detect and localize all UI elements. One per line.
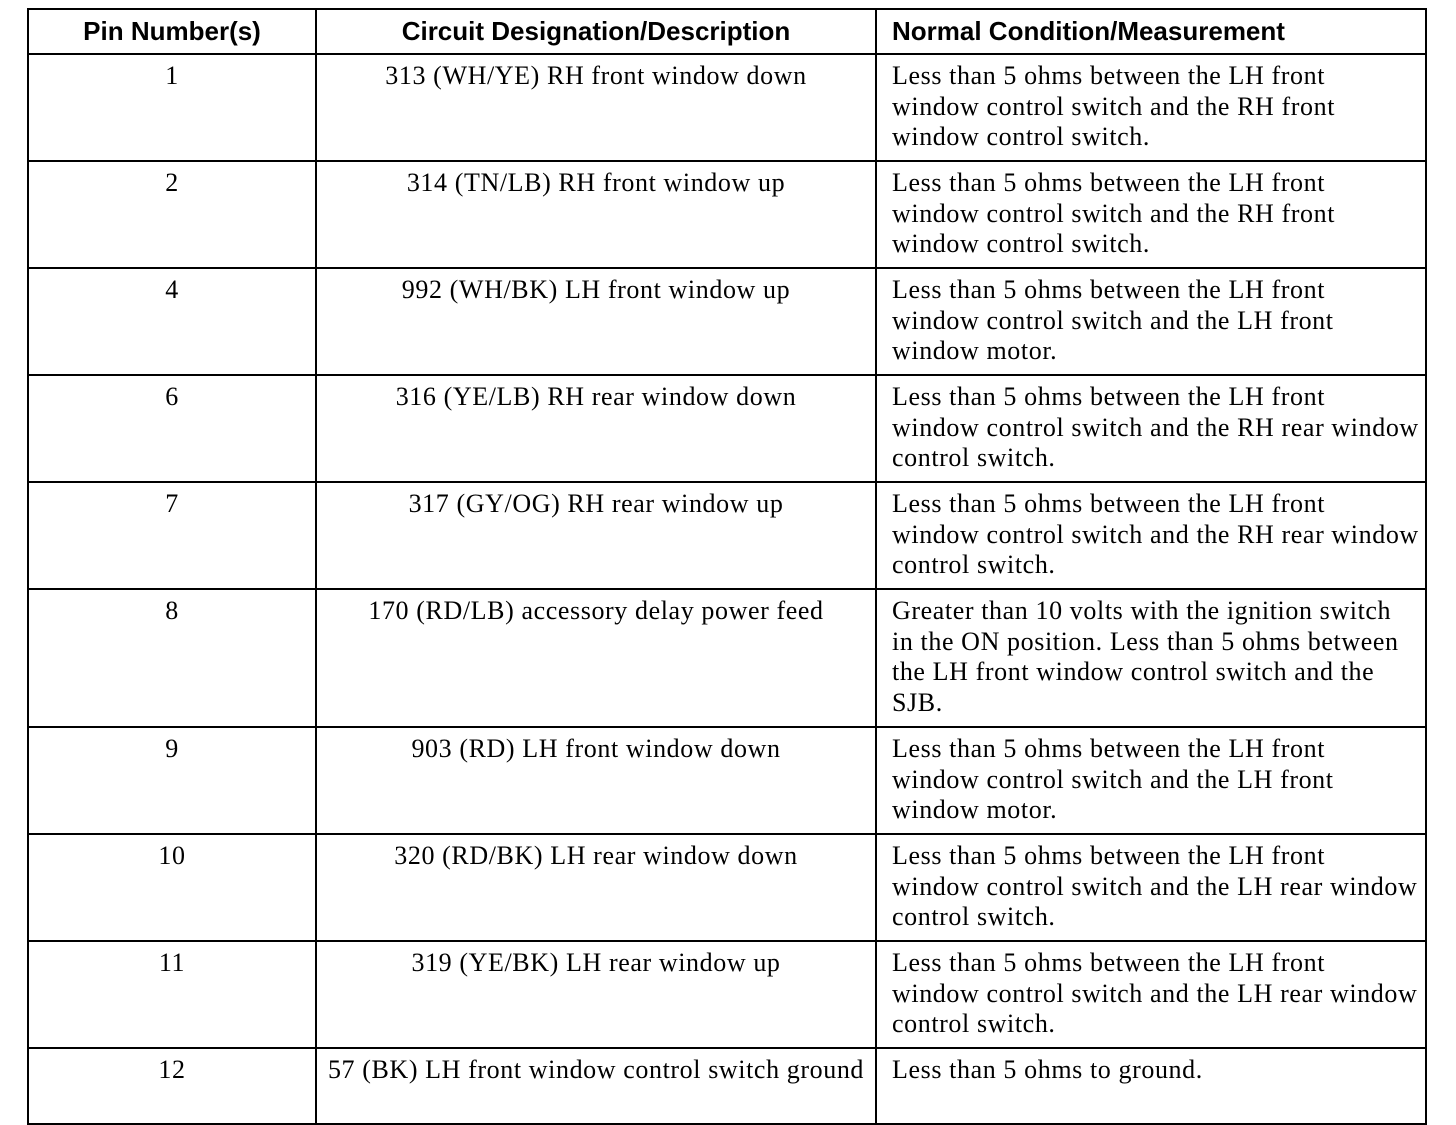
condition-cell: Greater than 10 volts with the ignition switch in the ON position. Less than 5 ohms between the LH front window control switch and the SJB. — [876, 589, 1426, 727]
condition-cell: Less than 5 ohms between the LH front window control switch and the LH front window motor. — [876, 268, 1426, 375]
condition-cell: Less than 5 ohms between the LH front window control switch and the RH front window control switch. — [876, 54, 1426, 161]
condition-cell: Less than 5 ohms between the LH front window control switch and the LH rear window control switch. — [876, 834, 1426, 941]
table-row — [28, 482, 1426, 589]
circuit-cell: 314 (TN/LB) RH front window up — [316, 161, 876, 268]
pin-number-cell: 2 — [28, 161, 316, 268]
table-row — [28, 834, 1426, 941]
pin-number-cell: 6 — [28, 375, 316, 482]
circuit-cell: 317 (GY/OG) RH rear window up — [316, 482, 876, 589]
circuit-cell: 170 (RD/LB) accessory delay power feed — [316, 589, 876, 727]
table-row — [28, 727, 1426, 834]
circuit-cell: 57 (BK) LH front window control switch ground — [316, 1048, 876, 1124]
pin-number-cell: 4 — [28, 268, 316, 375]
pin-number-cell: 11 — [28, 941, 316, 1048]
pin-number-cell: 9 — [28, 727, 316, 834]
table-row — [28, 589, 1426, 727]
condition-cell: Less than 5 ohms between the LH front window control switch and the RH rear window control switch. — [876, 375, 1426, 482]
table-row — [28, 375, 1426, 482]
table-row — [28, 268, 1426, 375]
header-pin-number: Pin Number(s) — [28, 9, 316, 54]
pin-number-cell: 8 — [28, 589, 316, 727]
pin-number-cell: 7 — [28, 482, 316, 589]
table-row — [28, 1048, 1426, 1124]
circuit-cell: 903 (RD) LH front window down — [316, 727, 876, 834]
header-circuit-designation: Circuit Designation/Description — [316, 9, 876, 54]
circuit-cell: 316 (YE/LB) RH rear window down — [316, 375, 876, 482]
circuit-cell: 319 (YE/BK) LH rear window up — [316, 941, 876, 1048]
circuit-cell: 320 (RD/BK) LH rear window down — [316, 834, 876, 941]
condition-cell: Less than 5 ohms to ground. — [876, 1048, 1426, 1124]
table-header-row — [28, 9, 1426, 54]
table-row — [28, 54, 1426, 161]
pin-number-cell: 10 — [28, 834, 316, 941]
table-row — [28, 941, 1426, 1048]
condition-cell: Less than 5 ohms between the LH front window control switch and the RH rear window control switch. — [876, 482, 1426, 589]
circuit-cell: 313 (WH/YE) RH front window down — [316, 54, 876, 161]
condition-cell: Less than 5 ohms between the LH front window control switch and the RH front window control switch. — [876, 161, 1426, 268]
pin-number-cell: 12 — [28, 1048, 316, 1124]
condition-cell: Less than 5 ohms between the LH front window control switch and the LH rear window control switch. — [876, 941, 1426, 1048]
condition-cell: Less than 5 ohms between the LH front window control switch and the LH front window motor. — [876, 727, 1426, 834]
header-normal-condition: Normal Condition/Measurement — [876, 9, 1426, 54]
circuit-cell: 992 (WH/BK) LH front window up — [316, 268, 876, 375]
table-row — [28, 161, 1426, 268]
pin-circuit-table — [27, 8, 1427, 1125]
pin-number-cell: 1 — [28, 54, 316, 161]
